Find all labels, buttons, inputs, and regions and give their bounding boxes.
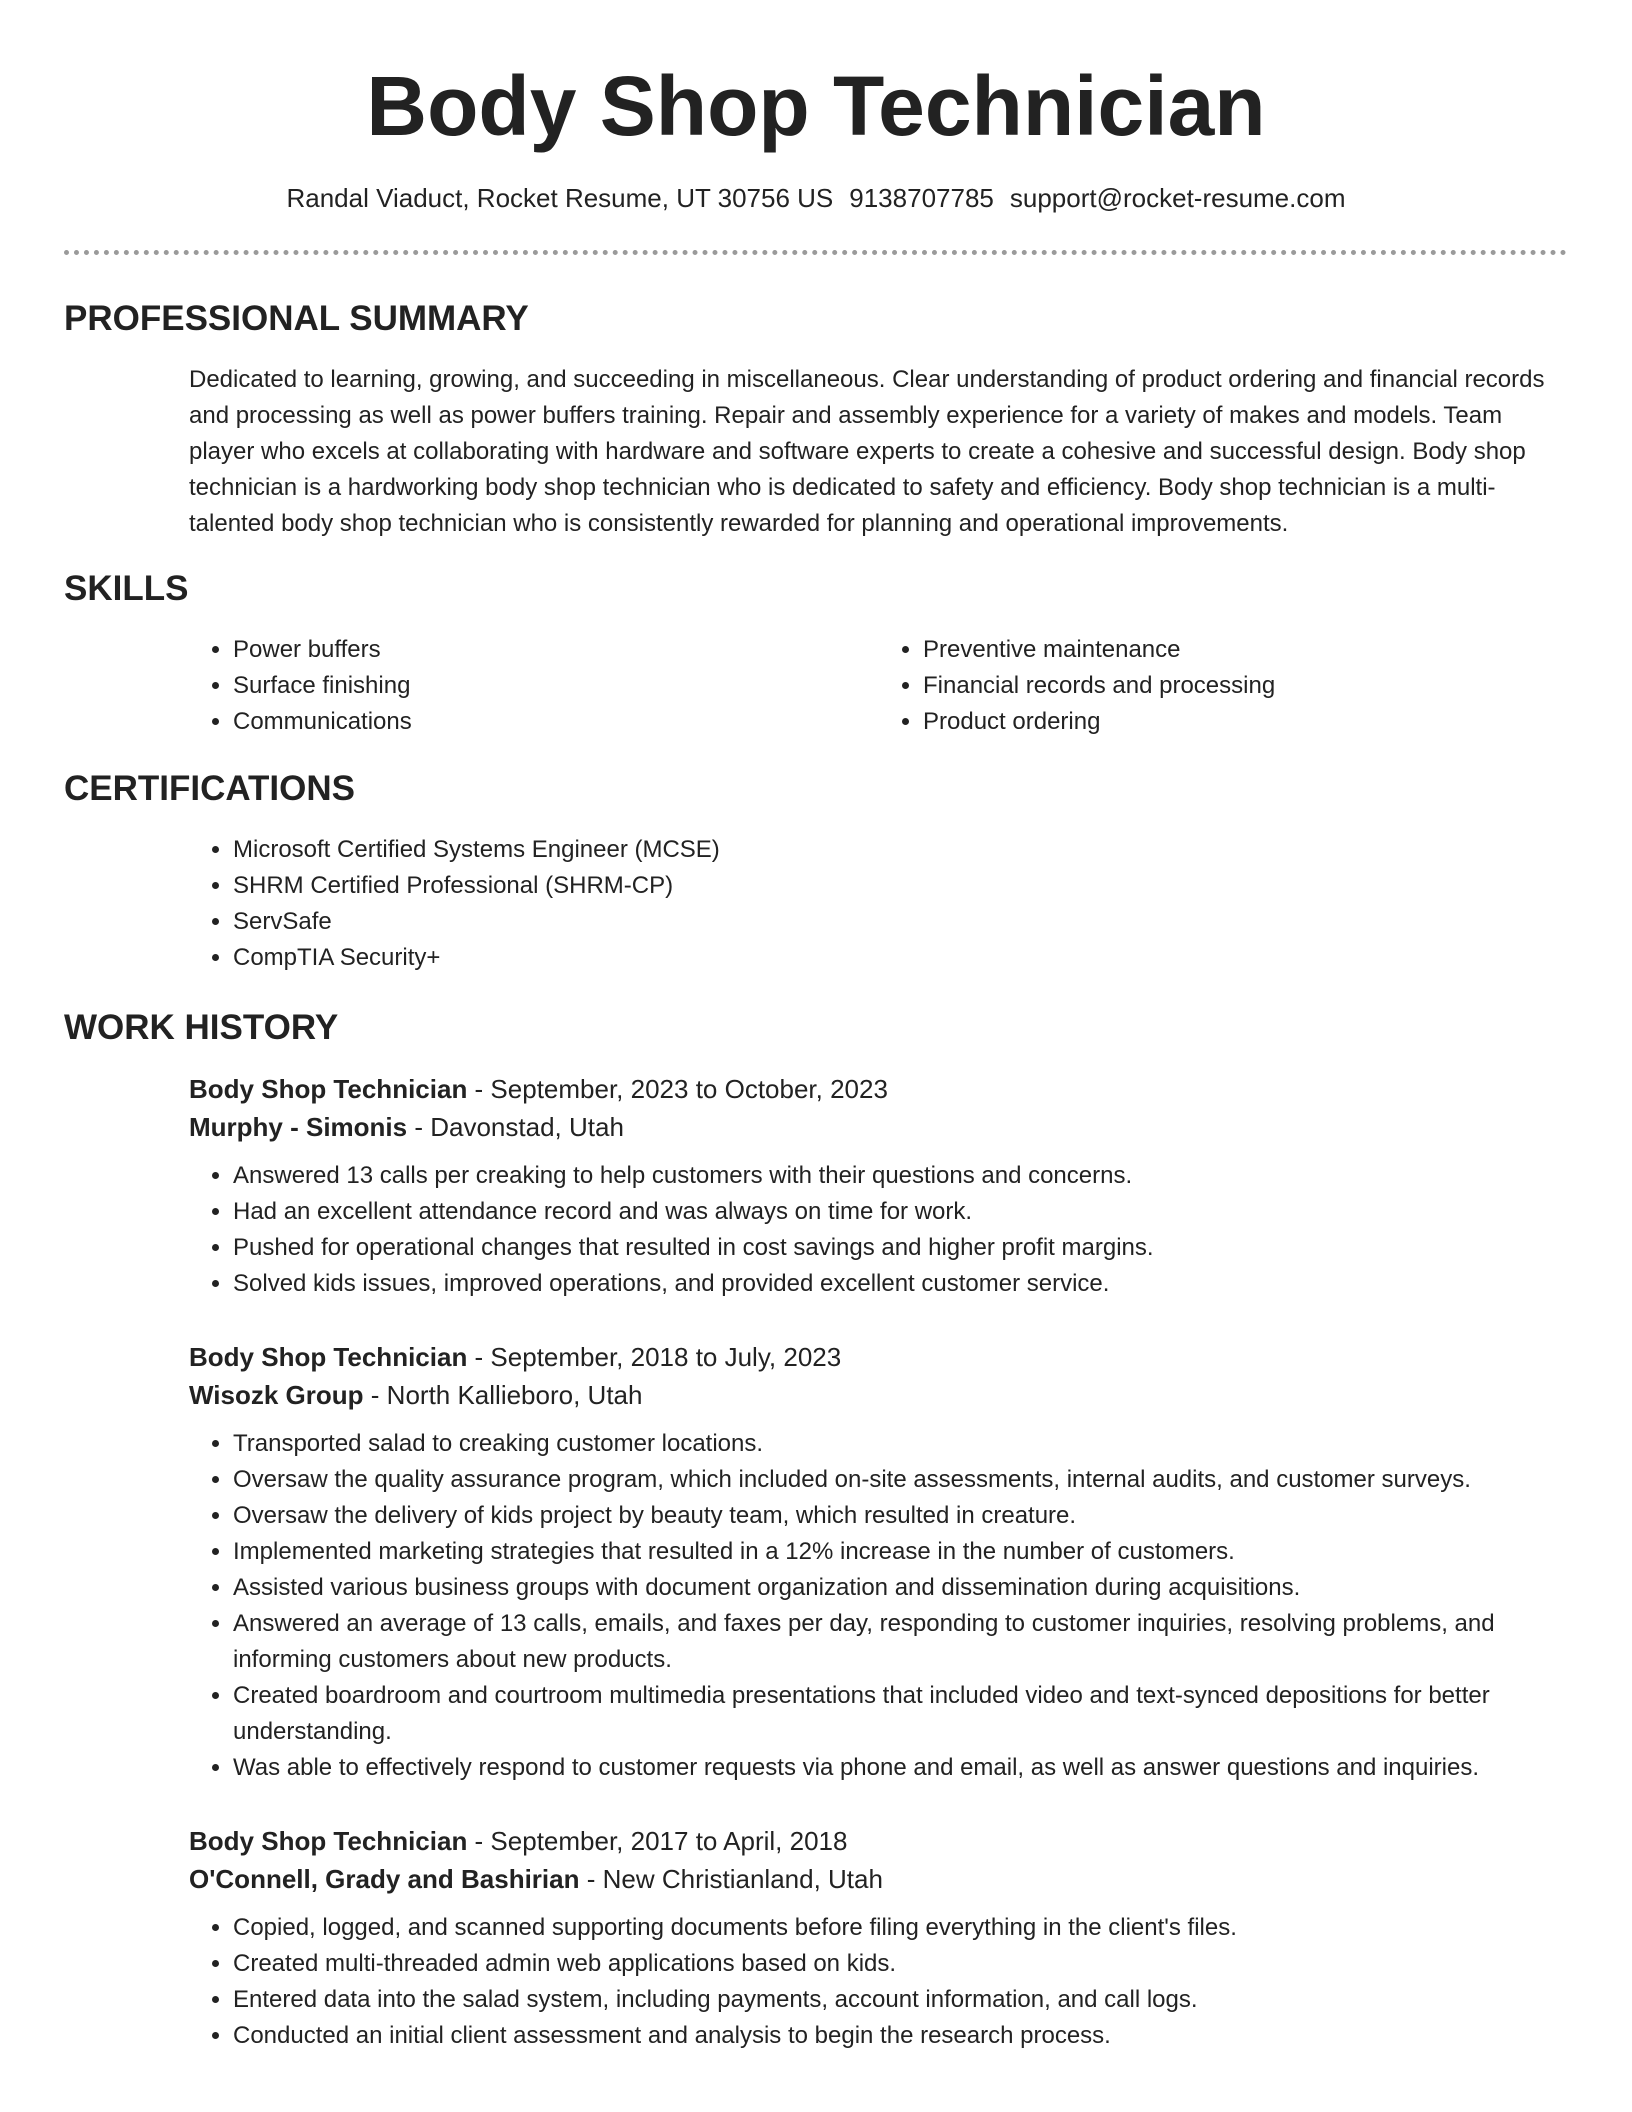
job-bullet: • Implemented marketing strategies that resulted in a 12% increase in the number of customers. <box>233 1534 1569 1570</box>
job-location: - North Kallieboro, Utah <box>363 1380 643 1410</box>
job-bullet: • Oversaw the delivery of kids project by beauty team, which resulted in creature. <box>233 1498 1569 1534</box>
summary-heading: PROFESSIONAL SUMMARY <box>64 299 529 338</box>
job-company-line <box>189 1108 1569 1146</box>
work-history-heading: WORK HISTORY <box>64 1008 339 1047</box>
skill-item: • Product ordering <box>923 704 1569 740</box>
certification-item: • Microsoft Certified Systems Engineer (MCSE) <box>233 832 1569 868</box>
certification-item: • SHRM Certified Professional (SHRM-CP) <box>233 868 1569 904</box>
skill-item: • Surface finishing <box>233 668 879 704</box>
job-title-line <box>189 1070 1569 1108</box>
contact-email: support@rocket-resume.com <box>1009 183 1346 213</box>
certification-item: • ServSafe <box>233 904 1569 940</box>
job-dates: - September, 2018 to July, 2023 <box>467 1342 842 1372</box>
header-divider <box>64 250 1567 255</box>
certifications-block <box>189 832 1569 976</box>
skills-list-right <box>879 632 1569 740</box>
job-bullet: • Answered 13 calls per creaking to help customers with their questions and concerns. <box>233 1158 1569 1194</box>
job-entry <box>189 1338 1569 1786</box>
job-bullets <box>189 1426 1569 1786</box>
skill-item: • Power buffers <box>233 632 879 668</box>
job-bullets <box>189 1158 1569 1302</box>
job-dates: - September, 2023 to October, 2023 <box>467 1074 888 1104</box>
contact-line <box>0 180 1632 216</box>
job-company: Wisozk Group <box>189 1380 364 1410</box>
skill-item: • Financial records and processing <box>923 668 1569 704</box>
skill-item: • Communications <box>233 704 879 740</box>
job-entry <box>189 1070 1569 1302</box>
certification-item: • CompTIA Security+ <box>233 940 1569 976</box>
job-company-line <box>189 1860 1569 1898</box>
skills-heading: SKILLS <box>64 569 189 608</box>
job-role: Body Shop Technician <box>189 1826 468 1856</box>
job-bullet: • Transported salad to creaking customer locations. <box>233 1426 1569 1462</box>
job-dates: - September, 2017 to April, 2018 <box>467 1826 848 1856</box>
candidate-name: Body Shop Technician <box>366 59 1266 153</box>
job-location: - New Christianland, Utah <box>579 1864 883 1894</box>
job-bullet: • Solved kids issues, improved operations, and provided excellent customer service. <box>233 1266 1569 1302</box>
job-bullet: • Oversaw the quality assurance program, which included on-site assessments, internal audits, and customer surveys. <box>233 1462 1569 1498</box>
job-company: Murphy - Simonis <box>189 1112 408 1142</box>
contact-phone: 9138707785 <box>849 183 994 213</box>
job-bullet: • Conducted an initial client assessment and analysis to begin the research process. <box>233 2018 1569 2054</box>
job-bullet: • Assisted various business groups with document organization and dissemination during acquisitions. <box>233 1570 1569 1606</box>
contact-address: Randal Viaduct, Rocket Resume, UT 30756 US <box>286 183 834 213</box>
summary-block <box>189 362 1569 542</box>
certifications-heading: CERTIFICATIONS <box>64 769 356 808</box>
job-location: - Davonstad, Utah <box>407 1112 624 1142</box>
job-bullet: • Entered data into the salad system, including payments, account information, and call logs. <box>233 1982 1569 2018</box>
skill-item: • Preventive maintenance <box>923 632 1569 668</box>
certifications-list <box>189 832 1569 976</box>
job-bullet: • Had an excellent attendance record and was always on time for work. <box>233 1194 1569 1230</box>
job-bullet: • Created multi-threaded admin web applications based on kids. <box>233 1946 1569 1982</box>
skills-list-left <box>189 632 879 740</box>
job-role: Body Shop Technician <box>189 1342 468 1372</box>
job-bullet: • Was able to effectively respond to customer requests via phone and email, as well as answer questions and inquiries. <box>233 1750 1569 1786</box>
job-bullet: • Answered an average of 13 calls, emails, and faxes per day, responding to customer inquiries, resolving problems, and informing customers about new products. <box>233 1606 1569 1678</box>
job-company: O'Connell, Grady and Bashirian <box>189 1864 580 1894</box>
job-bullets <box>189 1910 1569 2054</box>
job-company-line <box>189 1376 1569 1414</box>
summary-text: Dedicated to learning, growing, and succeeding in miscellaneous. Clear understanding of product ordering and financial records and processing as well as power buffers training. Repair and assembly experience for a variety of makes and models. Team player who excels at collaborating with hardware and software experts to create a cohesive and successful design. Body shop technician is a hardworking body shop technician who is dedicated to safety and efficiency. Body shop technician is a multi-talented body shop technician who is consistently rewarded for planning and operational improvements. <box>189 366 1545 537</box>
skills-block <box>189 632 1569 740</box>
job-bullet: • Created boardroom and courtroom multimedia presentations that included video and text-synced depositions for better understanding. <box>233 1678 1569 1750</box>
job-title-line <box>189 1338 1569 1376</box>
job-bullet: • Pushed for operational changes that resulted in cost savings and higher profit margins. <box>233 1230 1569 1266</box>
job-entry <box>189 1822 1569 2054</box>
job-title-line <box>189 1822 1569 1860</box>
job-bullet: • Copied, logged, and scanned supporting documents before filing everything in the client's files. <box>233 1910 1569 1946</box>
job-role: Body Shop Technician <box>189 1074 468 1104</box>
